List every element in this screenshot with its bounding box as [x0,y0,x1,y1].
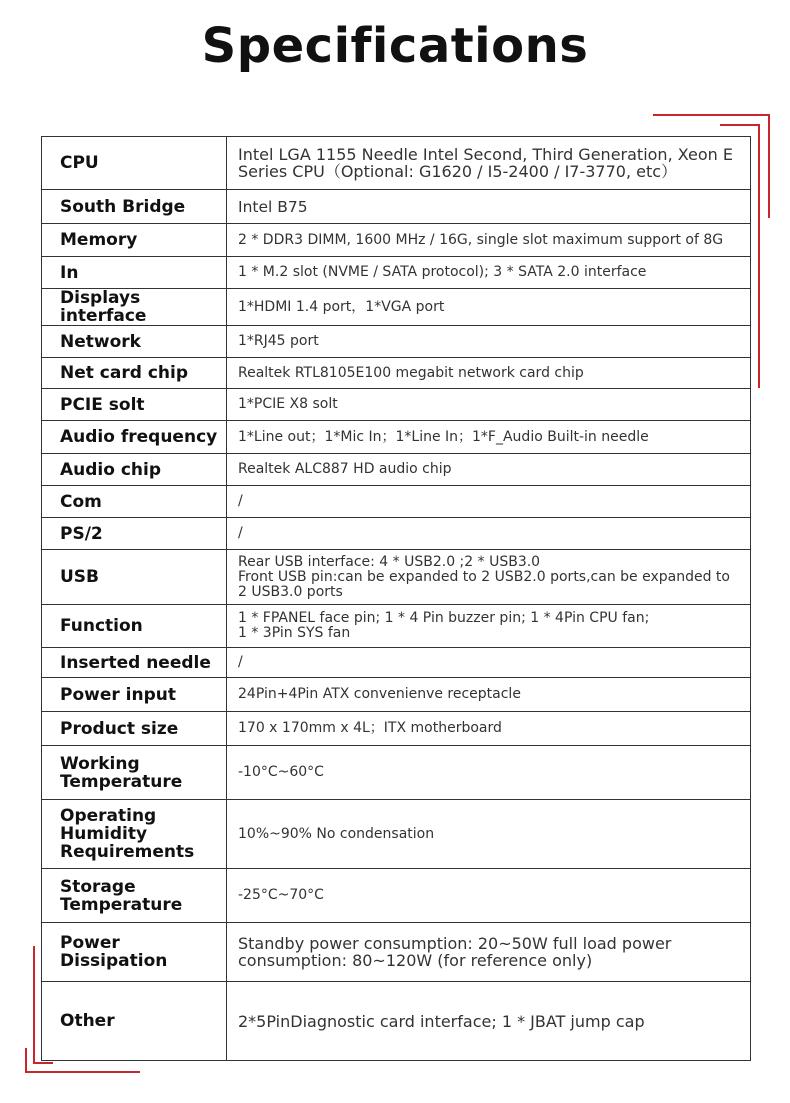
spec-value: Rear USB interface: 4 * USB2.0 ;2 * USB3.0 Front USB pin:can be expanded to 2 USB2.0 ports,can be expanded to 2 USB3.0 ports [227,550,751,605]
spec-value: Realtek RTL8105E100 megabit network card chip [227,358,751,389]
spec-value: Intel B75 [227,190,751,224]
corner-decoration-bottom-left-inner-v [33,946,35,1064]
table-row [42,746,751,800]
spec-label: Power input [42,678,227,712]
spec-label: Operating Humidity Requirements [42,800,227,869]
spec-value: 1 * M.2 slot (NVME / SATA protocol); 3 * SATA 2.0 interface [227,257,751,289]
spec-label: Other [42,982,227,1061]
spec-label: Net card chip [42,358,227,389]
spec-value: / [227,648,751,678]
spec-value: Standby power consumption: 20~50W full load power consumption: 80~120W (for reference only) [227,923,751,982]
spec-label: Working Temperature [42,746,227,800]
spec-value: Intel LGA 1155 Needle Intel Second, Third Generation, Xeon E Series CPU（Optional: G1620 / I5-2400 / I7-3770, etc） [227,137,751,190]
spec-label: Displays interface [42,289,227,326]
corner-decoration-top-right-inner-h [720,124,760,126]
spec-value: -10°C~60°C [227,746,751,800]
spec-label: Product size [42,712,227,746]
spec-value: -25°C~70°C [227,869,751,923]
spec-value: 1 * FPANEL face pin; 1 * 4 Pin buzzer pin; 1 * 4Pin CPU fan; 1 * 3Pin SYS fan [227,605,751,648]
spec-label: Storage Temperature [42,869,227,923]
spec-label: Audio frequency [42,421,227,454]
table-row [42,257,751,289]
table-row [42,289,751,326]
table-row [42,137,751,190]
corner-decoration-bottom-left-outer-h [25,1071,140,1073]
table-row [42,648,751,678]
spec-value: 1*Line out；1*Mic In；1*Line In；1*F_Audio Built-in needle [227,421,751,454]
table-row [42,605,751,648]
spec-label: South Bridge [42,190,227,224]
corner-decoration-top-right-outer-h [653,114,770,116]
spec-value: 1*HDMI 1.4 port，1*VGA port [227,289,751,326]
corner-decoration-top-right-inner-v [758,124,760,388]
table-row [42,224,751,257]
spec-value: 2 * DDR3 DIMM, 1600 MHz / 16G, single slot maximum support of 8G [227,224,751,257]
spec-label: Inserted needle [42,648,227,678]
spec-label: CPU [42,137,227,190]
spec-label: Memory [42,224,227,257]
spec-label: Com [42,486,227,518]
table-row [42,326,751,358]
table-row [42,486,751,518]
spec-value: / [227,518,751,550]
table-row [42,869,751,923]
page-title: Specifications [201,18,589,74]
spec-value: 170 x 170mm x 4L；ITX motherboard [227,712,751,746]
table-row [42,982,751,1061]
spec-value: 24Pin+4Pin ATX convenienve receptacle [227,678,751,712]
spec-value: 10%~90% No condensation [227,800,751,869]
spec-label: USB [42,550,227,605]
table-row [42,800,751,869]
spec-label: Network [42,326,227,358]
spec-value: 2*5PinDiagnostic card interface; 1 * JBAT jump cap [227,982,751,1061]
table-row [42,190,751,224]
spec-value: 1*PCIE X8 solt [227,389,751,421]
spec-label: Audio chip [42,454,227,486]
corner-decoration-top-right-outer-v [768,114,770,218]
corner-decoration-bottom-left-outer-v [25,1048,27,1073]
spec-value: Realtek ALC887 HD audio chip [227,454,751,486]
corner-decoration-bottom-left-inner-h [33,1062,53,1064]
spec-label: Power Dissipation [42,923,227,982]
table-row [42,389,751,421]
spec-label: PCIE solt [42,389,227,421]
table-row [42,421,751,454]
table-row [42,454,751,486]
spec-label: Function [42,605,227,648]
table-row [42,712,751,746]
table-row [42,358,751,389]
table-row [42,518,751,550]
table-row [42,923,751,982]
spec-label: PS/2 [42,518,227,550]
table-row [42,550,751,605]
spec-label: In [42,257,227,289]
specifications-table [41,136,751,1061]
spec-value: / [227,486,751,518]
table-row [42,678,751,712]
spec-value: 1*RJ45 port [227,326,751,358]
